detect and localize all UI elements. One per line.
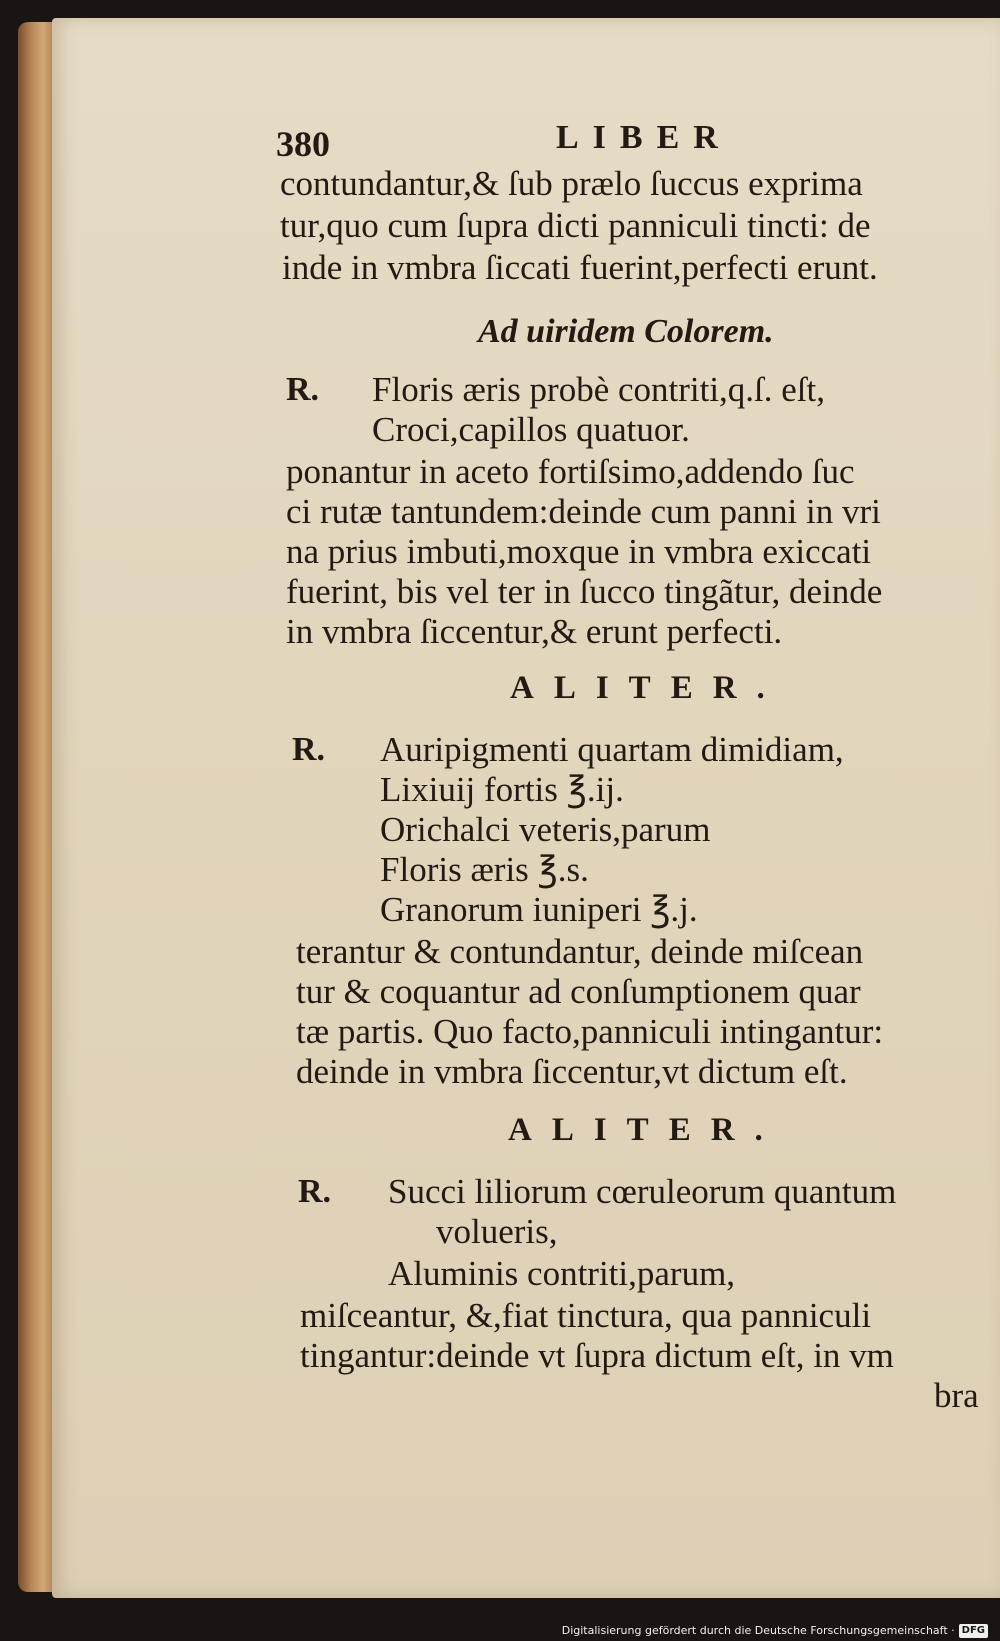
page-number: 380 [276, 124, 330, 164]
text-line: tingantur:deinde vt ſupra dictum eſt, in vm [300, 1336, 894, 1375]
text-line: ci rutæ tantundem:deinde cum panni in vri [286, 492, 881, 531]
text-line: deinde in vmbra ſiccentur,vt dictum eſt. [296, 1052, 848, 1091]
ingredient-line: Aluminis contriti,parum, [388, 1254, 736, 1293]
ingredient-line: Lixiuij fortis ℥.ij. [380, 770, 624, 809]
section-heading: Ad uiridem Colorem. [478, 313, 774, 350]
recipe-symbol: R. [292, 731, 326, 768]
ingredient-line: Granorum iuniperi ℥.j. [380, 890, 698, 929]
catchword: bra [934, 1376, 979, 1415]
ingredient-line: Auripigmenti quartam dimidiam, [380, 730, 844, 769]
text-line: tæ partis. Quo facto,panniculi intingantur: [296, 1012, 884, 1051]
footer-text: Digitalisierung gefördert durch die Deutsche Forschungsgemeinschaft · [561, 1624, 955, 1637]
text-line: ponantur in aceto fortiſsimo,addendo ſuc [286, 452, 855, 491]
text-line: na prius imbuti,moxque in vmbra exiccati [286, 532, 872, 571]
text-line: tur & coquantur ad conſumptionem quar [296, 972, 861, 1011]
text-line: tur,quo cum ſupra dicti panniculi tincti: de [280, 206, 871, 245]
ingredient-line: volueris, [436, 1212, 558, 1251]
ingredient-line: Floris æris ℥.s. [380, 850, 589, 889]
recipe-symbol: R. [298, 1173, 332, 1210]
digitization-credit [562, 1624, 988, 1638]
running-title: LIBER [556, 119, 732, 156]
text-line: miſceantur, &,fiat tinctura, qua panniculi [300, 1296, 872, 1335]
text-line: in vmbra ſiccentur,& erunt perfecti. [286, 612, 783, 651]
ingredient-line: Croci,capillos quatuor. [372, 410, 690, 449]
text-line: fuerint, bis vel ter in ſucco tingãtur, deinde [286, 572, 883, 611]
ingredient-line: Succi liliorum cœruleorum quantum [388, 1172, 897, 1211]
ingredient-line: Orichalci veteris,parum [380, 810, 711, 849]
recipe-symbol: R. [286, 371, 320, 408]
ingredient-line: Floris æris probè contriti,q.ſ. eſt, [372, 370, 826, 409]
text-line: inde in vmbra ſiccati fuerint,perfecti erunt. [282, 248, 878, 287]
text-line: terantur & contundantur, deinde miſcean [296, 932, 864, 971]
section-heading: ALITER. [508, 1112, 783, 1148]
dfg-logo-icon: DFG [959, 1624, 988, 1638]
section-heading: ALITER. [510, 670, 785, 706]
text-line: contundantur,& ſub prælo ſuccus exprima [280, 164, 863, 203]
